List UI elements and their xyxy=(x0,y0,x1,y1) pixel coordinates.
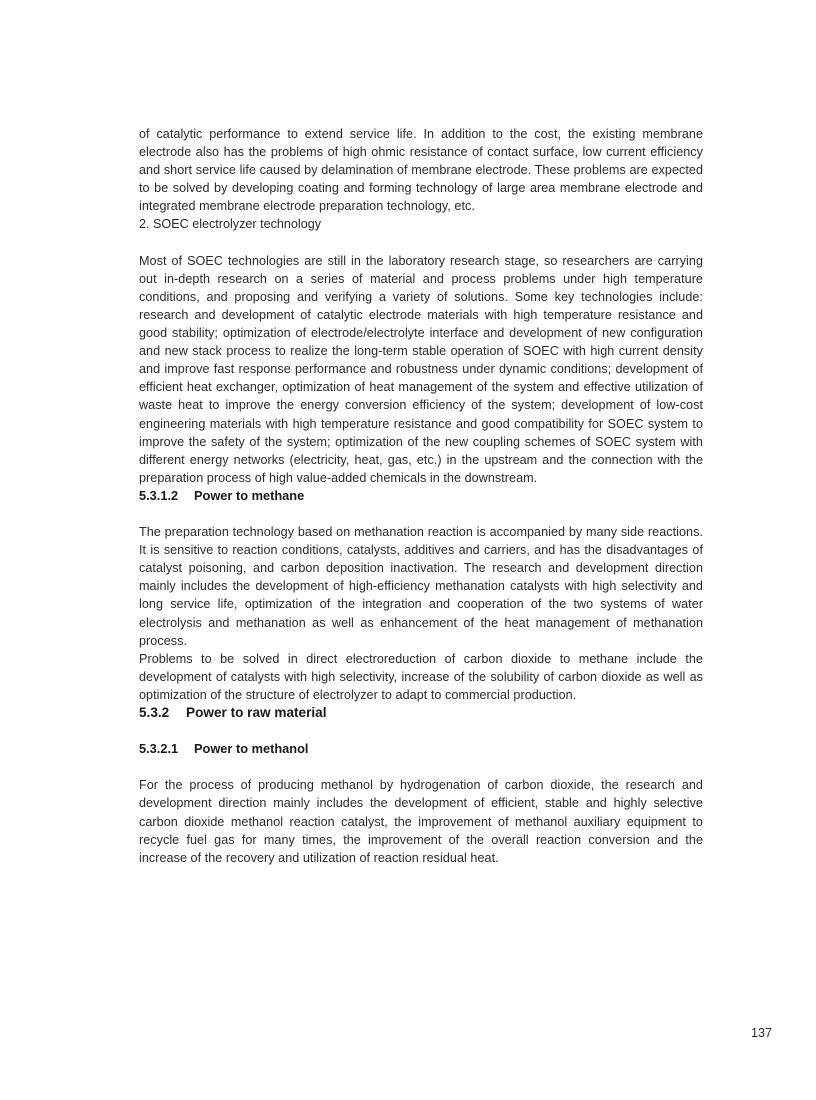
paragraph-methanation: The preparation technology based on methanation reaction is accompanied by many side reactions. It is sensitive to reaction conditions, catalysts, additives and carriers, and has the disadvantages of catalyst poisoning, and carbon deposition inactivation. The research and development direction mainly includes the development of high-efficiency methanation catalysts with high selectivity and long service life, optimization of the integration and cooperation of the two systems of water electrolysis and methanation as well as enhancement of the heat management of methanation process. xyxy=(139,525,703,648)
section-heading-5-3-1-2 xyxy=(139,487,703,505)
paragraph-electroreduction: Problems to be solved in direct electroreduction of carbon dioxide to methane include the development of catalysts with high selectivity, increase of the solubility of carbon dioxide as well as optimization of the structure of electrolyzer to adapt to commercial production. xyxy=(139,651,703,702)
section-title: Power to methanol xyxy=(194,741,309,757)
paragraph-methanol: For the process of producing methanol by hydrogenation of carbon dioxide, the research and development direction mainly includes the development of efficient, stable and highly selective carbon dioxide methanol reaction catalyst, the improvement of methanol auxiliary equipment to recycle fuel gas for many times, the improvement of the overall reaction conversion and the increase of the recovery and utilization of reaction residual heat. xyxy=(139,778,703,865)
page-number: 137 xyxy=(750,1026,772,1040)
section-heading-5-3-2 xyxy=(139,704,703,722)
section-number: 5.3.2 xyxy=(139,705,170,720)
section-title: Power to methane xyxy=(194,487,305,503)
page-body xyxy=(139,125,703,867)
section-number: 5.3.1.2 xyxy=(139,487,179,503)
section-number: 5.3.2.1 xyxy=(139,741,179,757)
paragraph-membrane-electrode: of catalytic performance to extend service life. In addition to the cost, the existing membrane electrode also has the problems of high ohmic resistance of contact surface, low current efficiency and short service life caused by delamination of membrane electrode. These problems are expected to be solved by developing coating and forming technology of large area membrane electrode and integrated membrane electrode preparation technology, etc. xyxy=(139,127,703,214)
paragraph-soec-technologies: Most of SOEC technologies are still in the laboratory research stage, so researchers are carrying out in-depth research on a series of material and process problems under high temperature conditions, and proposing and verifying a variety of solutions. Some key technologies include: research and development of catalytic electrode materials with high temperature resistance and good stability; optimization of electrode/electrolyte interface and development of new configuration and new stack process to realize the long-term stable operation of SOEC with high current density and improve fast response performance and robustness under dynamic conditions; development of efficient heat exchanger, optimization of heat management of the system and effective utilization of waste heat to improve the energy conversion efficiency of the system; development of low-cost engineering materials with high temperature resistance and good compatibility for SOEC system to improve the safety of the system; optimization of the new coupling schemes of SOEC system with different energy networks (electricity, heat, gas, etc.) in the upstream and the connection with the preparation process of high value-added chemicals in the downstream. xyxy=(139,253,703,485)
section-heading-5-3-2-1 xyxy=(139,740,703,758)
subheading-soec-electrolyzer: 2. SOEC electrolyzer technology xyxy=(139,217,321,232)
section-title: Power to raw material xyxy=(186,705,327,720)
